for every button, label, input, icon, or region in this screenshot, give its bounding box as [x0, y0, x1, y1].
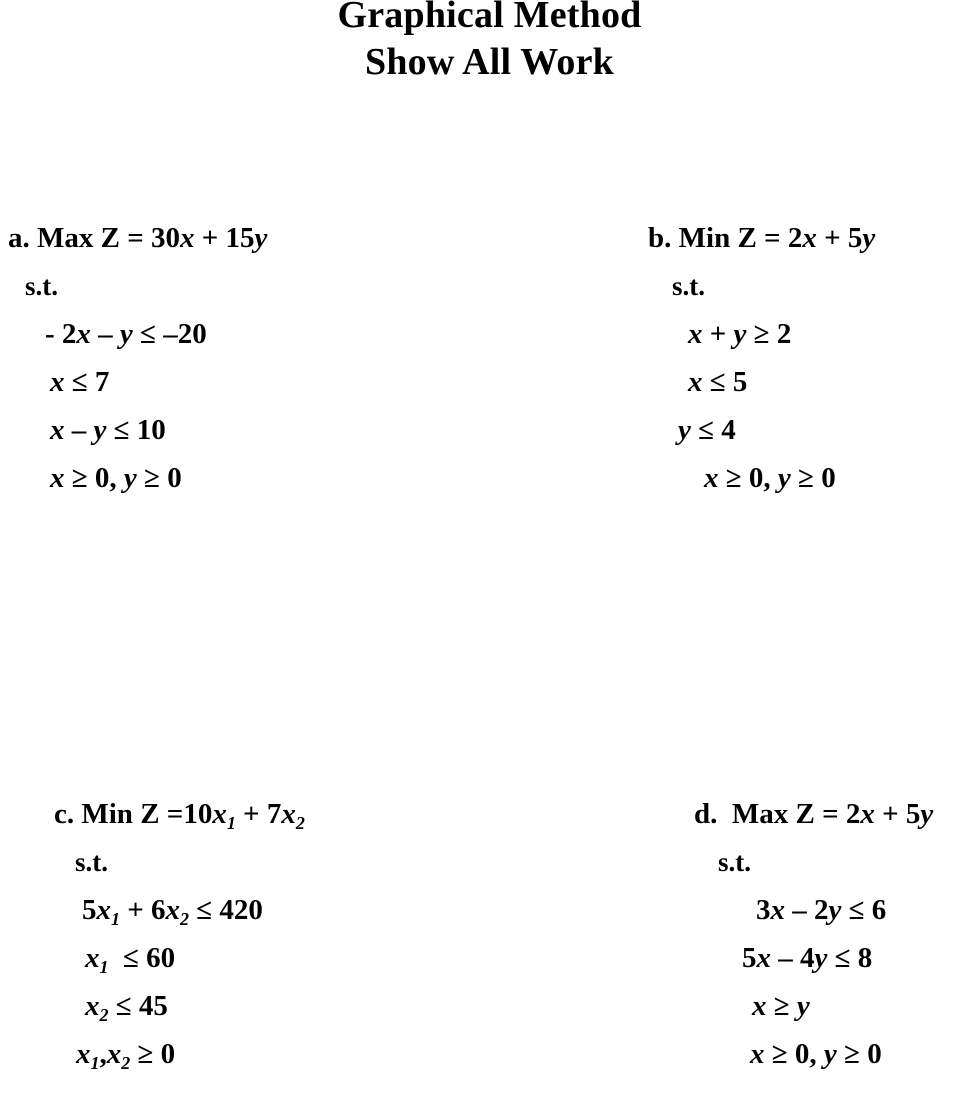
variable-x: x	[688, 366, 703, 398]
problem-d-plus: +	[882, 798, 899, 830]
problem-c-constraint-1	[54, 886, 305, 934]
token: 60	[146, 942, 176, 974]
le-sign: ≤	[140, 318, 156, 350]
variable-y: y	[123, 462, 137, 494]
problem-b	[648, 214, 875, 502]
problem-a-constraint-3	[8, 406, 267, 454]
problem-c-z: Z	[140, 798, 160, 830]
token: 6	[871, 894, 887, 926]
token: 8	[857, 942, 873, 974]
problem-a-constraint-1	[8, 310, 267, 358]
ge-sign: ≥	[753, 318, 770, 350]
token: 7	[94, 366, 110, 398]
problem-b-subject-to	[648, 262, 875, 310]
comma: ,	[109, 462, 117, 494]
zero: 0	[821, 462, 836, 494]
problem-b-constraint-4	[648, 454, 875, 502]
problem-a-coef2: 15	[225, 222, 255, 254]
le-sign: ≤	[698, 414, 715, 446]
token: –20	[163, 318, 207, 350]
subscript-1: 1	[226, 812, 236, 833]
variable-x: x	[96, 894, 111, 926]
problem-b-constraint-3	[648, 406, 875, 454]
problem-d-z: Z	[795, 798, 815, 830]
title-line-2: Show All Work	[365, 41, 614, 83]
problem-c-plus: +	[243, 798, 260, 830]
le-sign: ≤	[709, 366, 726, 398]
problem-b-objective	[648, 214, 875, 262]
zero: 0	[748, 462, 764, 494]
problem-a-constraint-2	[8, 358, 267, 406]
problem-a-coef1: 30	[151, 222, 180, 254]
page-title	[0, 0, 965, 86]
zero: 0	[167, 462, 182, 494]
token: 45	[138, 990, 168, 1022]
problem-d-var1: x	[860, 798, 875, 830]
problem-c-var2: x	[281, 798, 296, 830]
subscript-1: 1	[90, 1052, 100, 1073]
token: 2	[776, 318, 792, 350]
variable-x: x	[106, 1038, 122, 1070]
ge-sign: ≥	[71, 462, 88, 494]
variable-y: y	[733, 318, 747, 350]
subscript-2: 2	[99, 1004, 109, 1025]
token: 5	[742, 942, 757, 974]
token: 420	[219, 894, 263, 926]
problem-c-var1: x	[212, 798, 227, 830]
ge-sign: ≥	[771, 1038, 788, 1070]
problem-d-constraint-3	[694, 982, 933, 1030]
le-sign: ≤	[848, 894, 865, 926]
problem-a-var1: x	[180, 222, 195, 254]
ge-sign: ≥	[725, 462, 742, 494]
problem-d-subject-to	[694, 838, 933, 886]
subscript-1: 1	[99, 956, 109, 977]
variable-y: y	[777, 462, 791, 494]
problem-c	[54, 790, 305, 1078]
plus-sign: +	[127, 894, 144, 926]
problem-a-keyword: Max	[37, 222, 94, 254]
le-sign: ≤	[113, 414, 130, 446]
comma: ,	[99, 1038, 107, 1070]
problem-d-constraint-1	[694, 886, 933, 934]
problem-c-constraint-3	[54, 982, 305, 1030]
variable-x: x	[752, 990, 767, 1022]
problem-a-subject-to	[8, 262, 267, 310]
ge-sign: ≥	[144, 462, 160, 494]
problem-b-var1: x	[802, 222, 817, 254]
token: 5	[82, 894, 97, 926]
problem-a-z: Z	[100, 222, 120, 254]
token: 10	[136, 414, 166, 446]
subscript-2: 2	[180, 908, 189, 929]
minus-sign: –	[71, 414, 87, 446]
variable-x: x	[85, 990, 100, 1022]
token: 4	[721, 414, 736, 446]
variable-x: x	[770, 894, 785, 926]
problem-c-coef2: 7	[266, 798, 282, 830]
variable-x: x	[76, 318, 91, 350]
le-sign: ≤	[115, 990, 132, 1022]
zero: 0	[867, 1038, 882, 1070]
minus-sign: –	[98, 318, 113, 350]
problem-d-constraint-4	[694, 1030, 933, 1078]
problem-c-keyword: Min	[81, 798, 133, 830]
problem-a-var2: y	[254, 222, 268, 254]
problem-d-st-label: s.t.	[718, 847, 751, 877]
variable-x: x	[50, 462, 65, 494]
ge-sign: ≥	[773, 990, 790, 1022]
problem-b-coef2: 5	[847, 222, 863, 254]
problem-a-label: a.	[8, 222, 30, 254]
variable-y: y	[814, 942, 828, 974]
plus-sign: +	[709, 318, 727, 350]
token: 4	[800, 942, 815, 974]
problem-a-st-label: s.t.	[25, 271, 58, 301]
problem-d-objective	[694, 790, 933, 838]
variable-y: y	[823, 1038, 837, 1070]
problem-a-constraint-4	[8, 454, 267, 502]
problem-b-plus: +	[824, 222, 841, 254]
problem-b-keyword: Min	[678, 222, 731, 254]
token: 3	[756, 894, 771, 926]
problem-d-coef2: 5	[905, 798, 921, 830]
comma: ,	[763, 462, 771, 494]
le-sign: ≤	[196, 894, 213, 926]
problem-c-coef1: 10	[183, 798, 213, 830]
token: 6	[151, 894, 166, 926]
subscript-2: 2	[121, 1052, 131, 1073]
problem-d	[694, 790, 933, 1078]
problem-b-var2: y	[862, 222, 876, 254]
problem-c-constraint-2	[54, 934, 305, 982]
ge-sign: ≥	[844, 1038, 860, 1070]
variable-x: x	[688, 318, 703, 350]
variable-x: x	[165, 894, 181, 926]
variable-y: y	[828, 894, 842, 926]
problem-d-equals: =	[822, 798, 839, 830]
variable-y: y	[119, 318, 133, 350]
problem-d-coef1: 2	[845, 798, 861, 830]
minus-sign: –	[792, 894, 807, 926]
variable-y: y	[93, 414, 107, 446]
variable-x: x	[76, 1038, 91, 1070]
zero: 0	[160, 1038, 176, 1070]
problem-b-z: Z	[737, 222, 757, 254]
problem-b-equals: =	[764, 222, 781, 254]
problem-d-label: d.	[694, 798, 718, 830]
problem-c-constraint-4	[54, 1030, 305, 1078]
problem-c-label: c.	[54, 798, 75, 830]
problem-b-label: b.	[648, 222, 672, 254]
problem-b-constraint-2	[648, 358, 875, 406]
problem-a-objective	[8, 214, 267, 262]
subscript-2: 2	[295, 812, 305, 833]
variable-x: x	[50, 366, 65, 398]
variable-x: x	[756, 942, 771, 974]
problem-c-objective	[54, 790, 305, 838]
token: - 2	[45, 318, 77, 350]
token: 2	[814, 894, 829, 926]
variable-x: x	[50, 414, 65, 446]
problem-c-st-label: s.t.	[75, 847, 108, 877]
le-sign: ≤	[71, 366, 88, 398]
le-sign: ≤	[122, 942, 139, 974]
variable-y: y	[796, 990, 810, 1022]
problem-a-equals: =	[127, 222, 144, 254]
minus-sign: –	[778, 942, 793, 974]
problem-d-keyword: Max	[731, 798, 789, 830]
ge-sign: ≥	[137, 1038, 154, 1070]
variable-y: y	[678, 414, 691, 446]
zero: 0	[94, 462, 110, 494]
problem-b-constraint-1	[648, 310, 875, 358]
problem-b-coef1: 2	[787, 222, 803, 254]
problem-a-plus: +	[201, 222, 219, 254]
problem-d-var2: y	[920, 798, 934, 830]
comma: ,	[809, 1038, 817, 1070]
title-line-1: Graphical Method	[337, 0, 642, 36]
variable-x: x	[750, 1038, 765, 1070]
problem-a	[8, 214, 267, 502]
problem-c-subject-to	[54, 838, 305, 886]
variable-x: x	[704, 462, 719, 494]
problem-d-constraint-2	[694, 934, 933, 982]
subscript-1: 1	[111, 908, 120, 929]
ge-sign: ≥	[798, 462, 814, 494]
token: 5	[732, 366, 748, 398]
le-sign: ≤	[834, 942, 851, 974]
zero: 0	[794, 1038, 810, 1070]
problem-b-st-label: s.t.	[672, 271, 705, 301]
problem-c-equals: =	[166, 798, 184, 830]
variable-x: x	[85, 942, 100, 974]
